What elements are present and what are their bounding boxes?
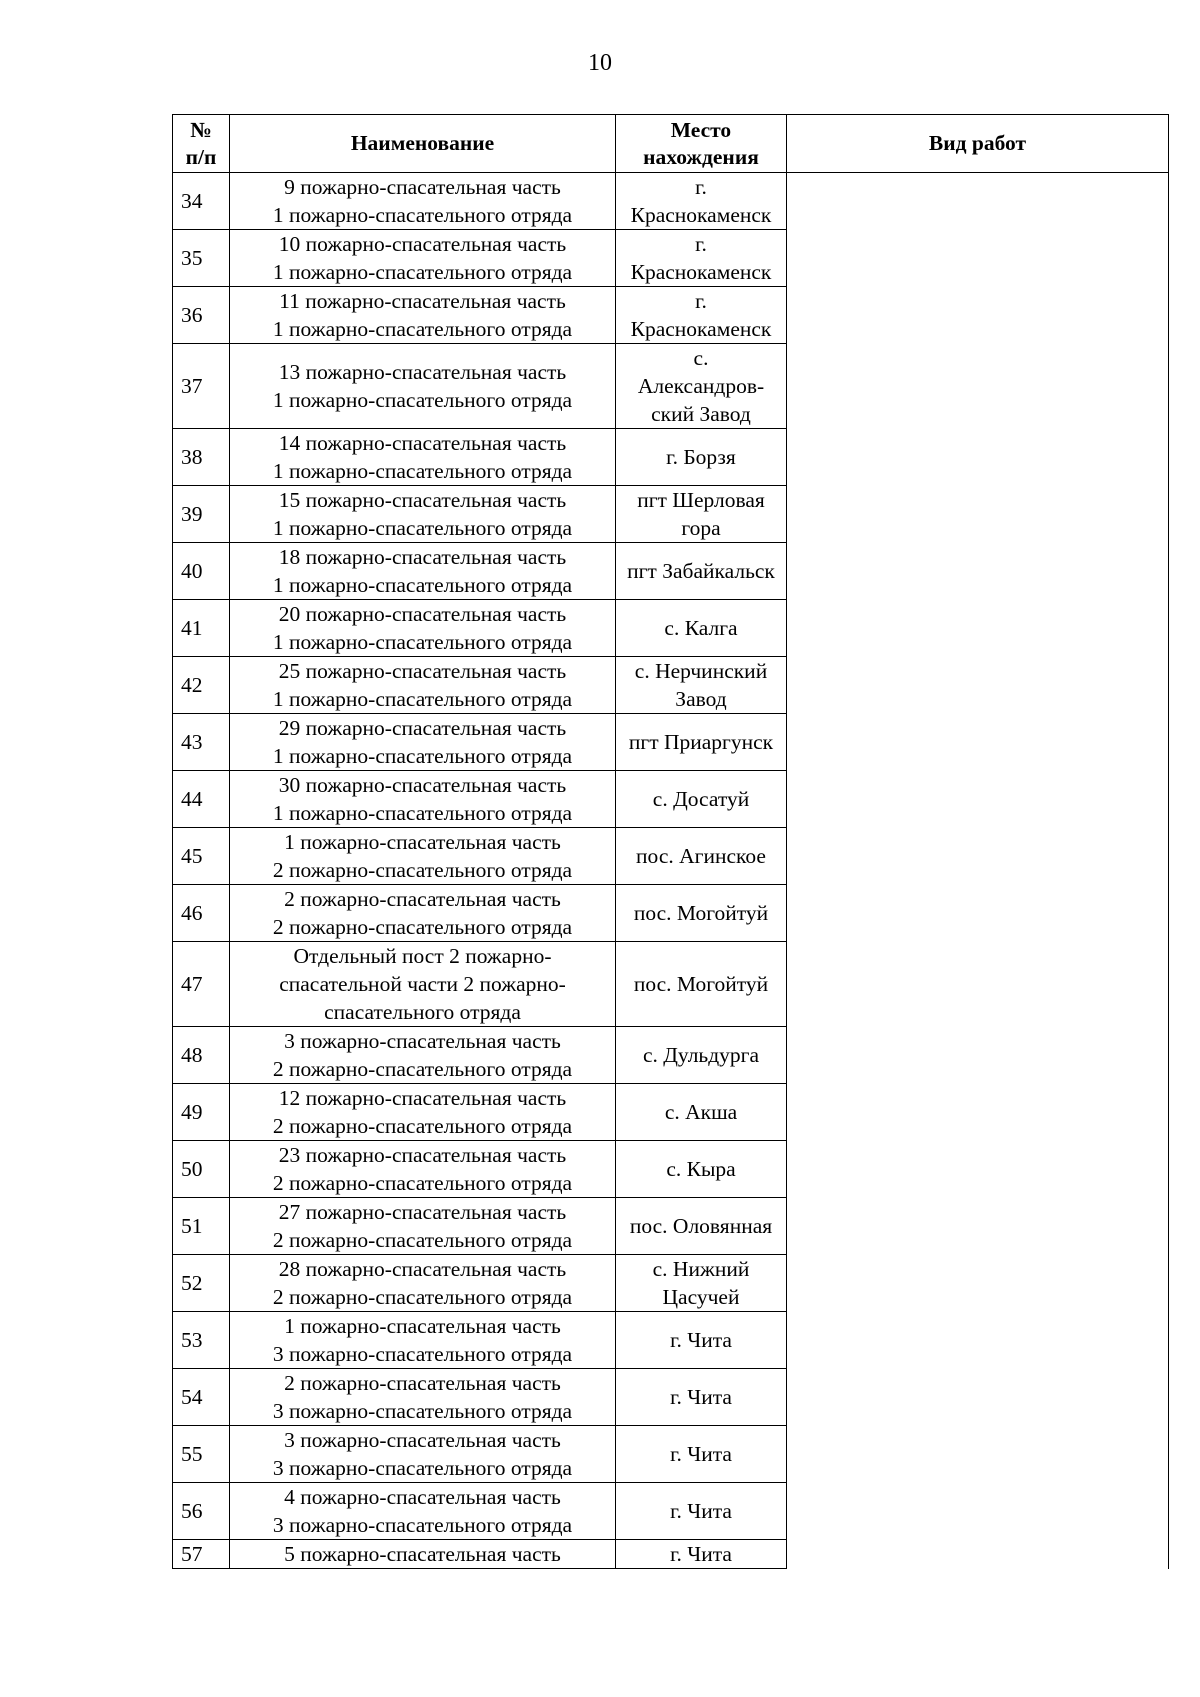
- table-row: [173, 543, 1169, 600]
- table-row: [173, 771, 1169, 828]
- row-place: г. Чита: [616, 1426, 787, 1483]
- row-name: 28 пожарно-спасательная часть 2 пожарно-спасательного отряда: [230, 1255, 616, 1312]
- table-row: [173, 1312, 1169, 1369]
- row-name: 9 пожарно-спасательная часть 1 пожарно-спасательного отряда: [230, 173, 616, 230]
- row-name: 3 пожарно-спасательная часть 3 пожарно-спасательного отряда: [230, 1426, 616, 1483]
- row-place: г. Борзя: [616, 429, 787, 486]
- row-work: [787, 344, 1169, 429]
- row-place: пос. Оловянная: [616, 1198, 787, 1255]
- row-number: 54: [173, 1369, 230, 1426]
- table-row: [173, 1426, 1169, 1483]
- row-place: г. Чита: [616, 1540, 787, 1569]
- table-row: [173, 344, 1169, 429]
- row-name: 4 пожарно-спасательная часть 3 пожарно-спасательного отряда: [230, 1483, 616, 1540]
- row-work: [787, 657, 1169, 714]
- row-number: 38: [173, 429, 230, 486]
- row-place: с. Досатуй: [616, 771, 787, 828]
- row-place: с. Калга: [616, 600, 787, 657]
- row-work: [787, 1426, 1169, 1483]
- row-number: 51: [173, 1198, 230, 1255]
- row-work: [787, 230, 1169, 287]
- row-name: 27 пожарно-спасательная часть 2 пожарно-спасательного отряда: [230, 1198, 616, 1255]
- table-header-row: [173, 115, 1169, 173]
- row-number: 36: [173, 287, 230, 344]
- table-row: [173, 1141, 1169, 1198]
- row-name: 1 пожарно-спасательная часть 3 пожарно-спасательного отряда: [230, 1312, 616, 1369]
- row-number: 44: [173, 771, 230, 828]
- row-work: [787, 1369, 1169, 1426]
- row-number: 47: [173, 942, 230, 1027]
- header-work: Вид работ: [787, 115, 1169, 173]
- row-place: г. Чита: [616, 1312, 787, 1369]
- row-work: [787, 600, 1169, 657]
- row-work: [787, 1198, 1169, 1255]
- table-row: [173, 1369, 1169, 1426]
- row-work: [787, 1483, 1169, 1540]
- table-row: [173, 600, 1169, 657]
- row-work: [787, 828, 1169, 885]
- row-number: 34: [173, 173, 230, 230]
- row-number: 42: [173, 657, 230, 714]
- fire-units-table: [172, 114, 1169, 1569]
- row-place: пгт Приаргунск: [616, 714, 787, 771]
- row-place: с. Александров- ский Завод: [616, 344, 787, 429]
- row-number: 37: [173, 344, 230, 429]
- row-number: 46: [173, 885, 230, 942]
- row-work: [787, 714, 1169, 771]
- row-work: [787, 486, 1169, 543]
- row-name: 30 пожарно-спасательная часть 1 пожарно-спасательного отряда: [230, 771, 616, 828]
- row-name: 11 пожарно-спасательная часть 1 пожарно-спасательного отряда: [230, 287, 616, 344]
- row-number: 35: [173, 230, 230, 287]
- row-number: 53: [173, 1312, 230, 1369]
- row-name: 14 пожарно-спасательная часть 1 пожарно-спасательного отряда: [230, 429, 616, 486]
- table-body: [173, 173, 1169, 1569]
- row-work: [787, 173, 1169, 230]
- table-row: [173, 173, 1169, 230]
- row-name: 29 пожарно-спасательная часть 1 пожарно-спасательного отряда: [230, 714, 616, 771]
- table-row: [173, 942, 1169, 1027]
- row-name: 23 пожарно-спасательная часть 2 пожарно-спасательного отряда: [230, 1141, 616, 1198]
- row-place: с. Акша: [616, 1084, 787, 1141]
- table-row: [173, 714, 1169, 771]
- table-row: [173, 1084, 1169, 1141]
- row-place: пгт Шерловая гора: [616, 486, 787, 543]
- row-place: пос. Агинское: [616, 828, 787, 885]
- table-row: [173, 828, 1169, 885]
- row-work: [787, 429, 1169, 486]
- row-work: [787, 1084, 1169, 1141]
- row-work: [787, 543, 1169, 600]
- row-place: пос. Могойтуй: [616, 885, 787, 942]
- row-name: Отдельный пост 2 пожарно- спасательной части 2 пожарно- спасательного отряда: [230, 942, 616, 1027]
- table-row: [173, 1540, 1169, 1569]
- table-row: [173, 429, 1169, 486]
- row-work: [787, 1540, 1169, 1569]
- table-row: [173, 1027, 1169, 1084]
- header-num: № п/п: [173, 115, 230, 173]
- table-row: [173, 486, 1169, 543]
- row-name: 20 пожарно-спасательная часть 1 пожарно-спасательного отряда: [230, 600, 616, 657]
- row-name: 15 пожарно-спасательная часть 1 пожарно-спасательного отряда: [230, 486, 616, 543]
- row-number: 50: [173, 1141, 230, 1198]
- row-place: пгт Забайкальск: [616, 543, 787, 600]
- header-place: Место нахождения: [616, 115, 787, 173]
- row-place: г. Чита: [616, 1483, 787, 1540]
- header-name: Наименование: [230, 115, 616, 173]
- row-work: [787, 1141, 1169, 1198]
- table-row: [173, 1255, 1169, 1312]
- row-place: с. Кыра: [616, 1141, 787, 1198]
- row-name: 18 пожарно-спасательная часть 1 пожарно-спасательного отряда: [230, 543, 616, 600]
- row-number: 55: [173, 1426, 230, 1483]
- row-number: 40: [173, 543, 230, 600]
- table-row: [173, 885, 1169, 942]
- row-number: 39: [173, 486, 230, 543]
- row-name: 5 пожарно-спасательная часть: [230, 1540, 616, 1569]
- table-row: [173, 1198, 1169, 1255]
- row-name: 2 пожарно-спасательная часть 2 пожарно-спасательного отряда: [230, 885, 616, 942]
- row-number: 52: [173, 1255, 230, 1312]
- row-place: с. Нижний Цасучей: [616, 1255, 787, 1312]
- row-place: с. Дульдурга: [616, 1027, 787, 1084]
- page-number: 10: [588, 50, 612, 76]
- table-row: [173, 657, 1169, 714]
- row-name: 2 пожарно-спасательная часть 3 пожарно-спасательного отряда: [230, 1369, 616, 1426]
- row-number: 41: [173, 600, 230, 657]
- row-work: [787, 287, 1169, 344]
- row-name: 1 пожарно-спасательная часть 2 пожарно-спасательного отряда: [230, 828, 616, 885]
- row-name: 3 пожарно-спасательная часть 2 пожарно-спасательного отряда: [230, 1027, 616, 1084]
- row-number: 56: [173, 1483, 230, 1540]
- row-number: 57: [173, 1540, 230, 1569]
- table-row: [173, 287, 1169, 344]
- row-work: [787, 1255, 1169, 1312]
- row-place: г. Краснокаменск: [616, 287, 787, 344]
- row-place: г. Краснокаменск: [616, 230, 787, 287]
- row-work: [787, 942, 1169, 1027]
- row-number: 43: [173, 714, 230, 771]
- row-name: 13 пожарно-спасательная часть 1 пожарно-спасательного отряда: [230, 344, 616, 429]
- row-number: 48: [173, 1027, 230, 1084]
- table-row: [173, 230, 1169, 287]
- row-name: 25 пожарно-спасательная часть 1 пожарно-спасательного отряда: [230, 657, 616, 714]
- row-name: 10 пожарно-спасательная часть 1 пожарно-спасательного отряда: [230, 230, 616, 287]
- row-place: пос. Могойтуй: [616, 942, 787, 1027]
- row-place: с. Нерчинский Завод: [616, 657, 787, 714]
- row-number: 49: [173, 1084, 230, 1141]
- row-work: [787, 771, 1169, 828]
- row-work: [787, 885, 1169, 942]
- row-place: г. Чита: [616, 1369, 787, 1426]
- row-work: [787, 1027, 1169, 1084]
- row-place: г. Краснокаменск: [616, 173, 787, 230]
- row-number: 45: [173, 828, 230, 885]
- row-name: 12 пожарно-спасательная часть 2 пожарно-спасательного отряда: [230, 1084, 616, 1141]
- table-row: [173, 1483, 1169, 1540]
- row-work: [787, 1312, 1169, 1369]
